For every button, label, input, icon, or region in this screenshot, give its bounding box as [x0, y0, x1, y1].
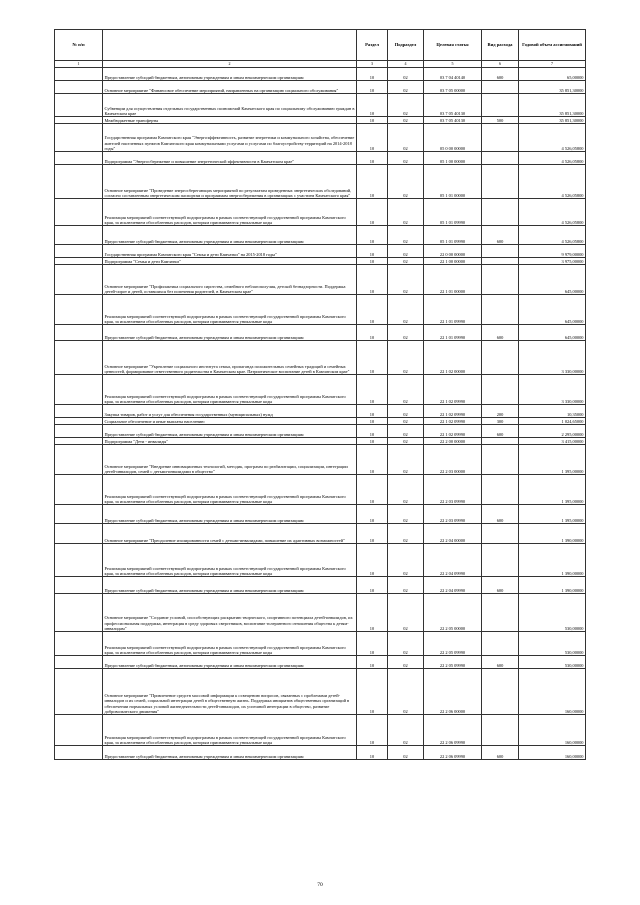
row-expense-type-cell: 600 — [482, 656, 519, 669]
row-expense-type-cell: 200 — [482, 405, 519, 418]
row-num-cell — [55, 656, 103, 669]
row-target-article-cell: 05 1 00 00000 — [424, 152, 482, 165]
row-amount-cell: 530,00000 — [519, 632, 586, 656]
row-razdel-cell: 10 — [357, 325, 388, 341]
row-num-cell — [55, 152, 103, 165]
row-razdel-cell: 10 — [357, 544, 388, 577]
row-podrazdel-cell: 02 — [388, 258, 424, 265]
row-name-cell: Предоставление субсидий бюджетным, автономным учреждениям и иным некоммерческим организациям — [103, 656, 357, 669]
row-amount-cell: 4 526,05800 — [519, 152, 586, 165]
row-expense-type-cell — [482, 669, 519, 715]
row-target-article-cell: 22 1 02 09990 — [424, 418, 482, 425]
row-num-cell — [55, 438, 103, 445]
table-row — [55, 577, 586, 594]
row-name-cell: Реализация мероприятий соответствующей подпрограммы в рамках соответствующей государственной программы Камчатского края, за исключением обособленных расходов, которым присваиваются уникальные коды — [103, 375, 357, 405]
table-row — [55, 325, 586, 341]
row-amount-cell: 160,00000 — [519, 669, 586, 715]
row-amount-cell: 1 390,00000 — [519, 544, 586, 577]
row-podrazdel-cell: 02 — [388, 669, 424, 715]
row-target-article-cell: 22 0 00 00000 — [424, 245, 482, 258]
budget-allocation-table — [54, 29, 586, 760]
row-podrazdel-cell: 02 — [388, 524, 424, 544]
row-razdel-cell: 10 — [357, 375, 388, 405]
row-target-article-cell: 22 2 04 00000 — [424, 524, 482, 544]
row-podrazdel-cell: 02 — [388, 295, 424, 325]
row-razdel-cell: 10 — [357, 152, 388, 165]
row-num-cell — [55, 715, 103, 746]
row-podrazdel-cell: 02 — [388, 341, 424, 375]
row-target-article-cell: 22 2 05 09990 — [424, 632, 482, 656]
table-row — [55, 715, 586, 746]
row-expense-type-cell — [482, 544, 519, 577]
table-row — [55, 226, 586, 245]
row-name-cell: Основное мероприятие "Финансовое обеспечение мероприятий, направленных на организацию социального обслуживания" — [103, 81, 357, 94]
row-expense-type-cell — [482, 245, 519, 258]
row-podrazdel-cell: 02 — [388, 165, 424, 199]
row-name-cell: Основное мероприятие "Укрепление социального института семьи, пропаганда положительных семейных традиций и семейных ценностей, формирование ответственного родительства в Камчатском крае. Патриотическое воспитание детей в Камчатском крае" — [103, 341, 357, 375]
row-expense-type-cell — [482, 81, 519, 94]
row-target-article-cell: 22 1 00 00000 — [424, 258, 482, 265]
table-row — [55, 341, 586, 375]
row-amount-cell: 645,00000 — [519, 295, 586, 325]
header-podrazdel: Подраздел — [388, 30, 424, 61]
row-amount-cell: 65,00000 — [519, 68, 586, 81]
table-row — [55, 405, 586, 418]
row-razdel-cell: 10 — [357, 524, 388, 544]
row-razdel-cell: 10 — [357, 475, 388, 505]
row-name-cell: Предоставление субсидий бюджетным, автономным учреждениям и иным некоммерческим организациям — [103, 425, 357, 438]
table-row — [55, 445, 586, 475]
row-num-cell — [55, 405, 103, 418]
row-num-cell — [55, 81, 103, 94]
row-target-article-cell: 05 1 01 09990 — [424, 199, 482, 226]
row-amount-cell: 4 526,05800 — [519, 199, 586, 226]
row-podrazdel-cell: 02 — [388, 505, 424, 524]
table-row — [55, 746, 586, 760]
row-podrazdel-cell: 02 — [388, 445, 424, 475]
table-row — [55, 199, 586, 226]
row-target-article-cell: 22 2 04 09990 — [424, 577, 482, 594]
row-amount-cell: 160,00000 — [519, 715, 586, 746]
row-target-article-cell: 22 1 02 09990 — [424, 375, 482, 405]
row-razdel-cell: 10 — [357, 594, 388, 632]
table-row — [55, 124, 586, 152]
row-target-article-cell: 22 2 00 00000 — [424, 438, 482, 445]
table-row — [55, 165, 586, 199]
row-num-cell — [55, 524, 103, 544]
table-body — [55, 68, 586, 760]
row-razdel-cell: 10 — [357, 81, 388, 94]
row-expense-type-cell: 600 — [482, 505, 519, 524]
column-number: 2 — [103, 61, 357, 68]
header-annual-amount: Годовой объем ассигнований — [519, 30, 586, 61]
row-target-article-cell: 22 1 02 00000 — [424, 341, 482, 375]
row-razdel-cell: 10 — [357, 199, 388, 226]
row-razdel-cell: 10 — [357, 295, 388, 325]
row-expense-type-cell — [482, 199, 519, 226]
row-num-cell — [55, 445, 103, 475]
row-amount-cell: 645,00000 — [519, 265, 586, 295]
row-expense-type-cell: 600 — [482, 325, 519, 341]
header-target-article: Целевая статья — [424, 30, 482, 61]
table-row — [55, 425, 586, 438]
table-row — [55, 438, 586, 445]
row-name-cell: Предоставление субсидий бюджетным, автономным учреждениям и иным некоммерческим организациям — [103, 505, 357, 524]
row-expense-type-cell — [482, 375, 519, 405]
row-amount-cell: 35 851,30000 — [519, 81, 586, 94]
row-podrazdel-cell: 02 — [388, 325, 424, 341]
row-podrazdel-cell: 02 — [388, 425, 424, 438]
row-amount-cell: 1 395,00000 — [519, 475, 586, 505]
row-name-cell: Закупка товаров, работ и услуг для обеспечения государственных (муниципальных) нужд — [103, 405, 357, 418]
row-num-cell — [55, 245, 103, 258]
row-razdel-cell: 10 — [357, 265, 388, 295]
row-amount-cell: 530,00000 — [519, 594, 586, 632]
table-row — [55, 117, 586, 124]
row-target-article-cell: 03 7 05 40130 — [424, 94, 482, 117]
row-name-cell: Предоставление субсидий бюджетным, автономным учреждениям и иным некоммерческим организациям — [103, 577, 357, 594]
row-num-cell — [55, 475, 103, 505]
row-amount-cell: 1 390,00000 — [519, 577, 586, 594]
row-num-cell — [55, 295, 103, 325]
row-num-cell — [55, 68, 103, 81]
row-target-article-cell: 05 0 00 00000 — [424, 124, 482, 152]
row-target-article-cell: 22 2 05 09990 — [424, 656, 482, 669]
row-podrazdel-cell: 02 — [388, 475, 424, 505]
row-target-article-cell: 03 7 05 00000 — [424, 81, 482, 94]
row-amount-cell: 4 526,05800 — [519, 165, 586, 199]
row-razdel-cell: 10 — [357, 405, 388, 418]
row-podrazdel-cell: 02 — [388, 632, 424, 656]
row-target-article-cell: 22 2 03 09990 — [424, 475, 482, 505]
row-expense-type-cell — [482, 152, 519, 165]
row-name-cell: Предоставление субсидий бюджетным, автономным учреждениям и иным некоммерческим организациям — [103, 226, 357, 245]
row-target-article-cell: 22 1 01 09990 — [424, 325, 482, 341]
row-name-cell: Основное мероприятие "Преодоление изолированности семей с детьми-инвалидами, повышение их адаптивных возможностей" — [103, 524, 357, 544]
row-target-article-cell: 22 1 02 09990 — [424, 405, 482, 418]
row-expense-type-cell — [482, 445, 519, 475]
table-row — [55, 68, 586, 81]
row-expense-type-cell — [482, 124, 519, 152]
row-num-cell — [55, 746, 103, 760]
column-number: 5 — [424, 61, 482, 68]
row-expense-type-cell — [482, 258, 519, 265]
row-target-article-cell: 22 1 01 09990 — [424, 295, 482, 325]
row-amount-cell: 4 526,05800 — [519, 226, 586, 245]
row-name-cell: Подпрограмма "Энергосбережение и повышение энергетической эффективности в Камчатском крае" — [103, 152, 357, 165]
row-razdel-cell: 10 — [357, 505, 388, 524]
row-razdel-cell: 10 — [357, 117, 388, 124]
row-target-article-cell: 03 7 04 40140 — [424, 68, 482, 81]
row-name-cell: Государственная программа Камчатского края "Энергоэффективность, развитие энергетики и коммунального хозяйства, обеспечение жителей населенных пунктов Камчатского края коммунальными услугами и услугами по благоустройству территорий на 2014-2018 годы" — [103, 124, 357, 152]
row-podrazdel-cell: 02 — [388, 117, 424, 124]
row-razdel-cell: 10 — [357, 425, 388, 438]
row-expense-type-cell: 300 — [482, 418, 519, 425]
row-expense-type-cell: 500 — [482, 117, 519, 124]
row-amount-cell: 35 851,30000 — [519, 94, 586, 117]
row-razdel-cell: 10 — [357, 669, 388, 715]
table-row — [55, 81, 586, 94]
row-podrazdel-cell: 02 — [388, 544, 424, 577]
table-row — [55, 245, 586, 258]
row-name-cell: Предоставление субсидий бюджетным, автономным учреждениям и иным некоммерческим организациям — [103, 68, 357, 81]
row-razdel-cell: 10 — [357, 577, 388, 594]
row-podrazdel-cell: 02 — [388, 594, 424, 632]
row-amount-cell: 3 330,00000 — [519, 375, 586, 405]
row-target-article-cell: 22 2 06 09990 — [424, 715, 482, 746]
row-razdel-cell: 10 — [357, 68, 388, 81]
row-expense-type-cell — [482, 295, 519, 325]
column-number: 7 — [519, 61, 586, 68]
row-amount-cell: 9 979,00000 — [519, 245, 586, 258]
row-num-cell — [55, 199, 103, 226]
row-name-cell: Основное мероприятие "Профилактика социального сиротства, семейного неблагополучия, детской безнадзорности. Поддержка детей-сирот и детей, оставшихся без попечения родителей, в Камчатском крае" — [103, 265, 357, 295]
row-target-article-cell: 22 2 05 00000 — [424, 594, 482, 632]
row-num-cell — [55, 94, 103, 117]
row-target-article-cell: 05 1 01 00000 — [424, 165, 482, 199]
row-num-cell — [55, 425, 103, 438]
table-row — [55, 152, 586, 165]
row-target-article-cell: 22 1 01 00000 — [424, 265, 482, 295]
row-podrazdel-cell: 02 — [388, 245, 424, 258]
row-razdel-cell: 10 — [357, 94, 388, 117]
page-number: 70 — [317, 882, 323, 888]
row-name-cell: Социальное обеспечение и иные выплаты населению — [103, 418, 357, 425]
column-number-row — [55, 61, 586, 68]
table-header-row — [55, 30, 586, 61]
row-num-cell — [55, 341, 103, 375]
row-amount-cell: 10,35000 — [519, 405, 586, 418]
row-razdel-cell: 10 — [357, 445, 388, 475]
row-name-cell: Предоставление субсидий бюджетным, автономным учреждениям и иным некоммерческим организациям — [103, 325, 357, 341]
row-razdel-cell: 10 — [357, 165, 388, 199]
row-target-article-cell: 05 1 01 09990 — [424, 226, 482, 245]
row-podrazdel-cell: 02 — [388, 577, 424, 594]
table-row — [55, 632, 586, 656]
row-podrazdel-cell: 02 — [388, 746, 424, 760]
row-podrazdel-cell: 02 — [388, 124, 424, 152]
row-name-cell: Реализация мероприятий соответствующей подпрограммы в рамках соответствующей государственной программы Камчатского края, за исключением обособленных расходов, которым присваиваются уникальные коды — [103, 199, 357, 226]
row-name-cell: Реализация мероприятий соответствующей подпрограммы в рамках соответствующей государственной программы Камчатского края, за исключением обособленных расходов, которым присваиваются уникальные коды — [103, 544, 357, 577]
row-name-cell: Реализация мероприятий соответствующей подпрограммы в рамках соответствующей государственной программы Камчатского края, за исключением обособленных расходов, которым присваиваются уникальные коды — [103, 475, 357, 505]
row-name-cell: Субвенции для осуществления отдельных государственных полномочий Камчатского края по социальному обслуживанию граждан в Камчатском крае — [103, 94, 357, 117]
table-row — [55, 265, 586, 295]
row-expense-type-cell: 600 — [482, 226, 519, 245]
row-name-cell: Основное мероприятие "Внедрение инновационных технологий, методик, программ по реабилитации, социализации, интеграции детей-инвалидов, семей с детьми-инвалидами в общество" — [103, 445, 357, 475]
table-row — [55, 475, 586, 505]
row-expense-type-cell — [482, 524, 519, 544]
row-amount-cell: 3 415,00000 — [519, 438, 586, 445]
row-num-cell — [55, 117, 103, 124]
row-target-article-cell: 22 2 03 00000 — [424, 445, 482, 475]
row-expense-type-cell — [482, 341, 519, 375]
row-num-cell — [55, 577, 103, 594]
row-expense-type-cell — [482, 715, 519, 746]
row-target-article-cell: 22 2 06 00000 — [424, 669, 482, 715]
row-amount-cell: 3 330,00000 — [519, 341, 586, 375]
row-amount-cell: 35 851,30000 — [519, 117, 586, 124]
row-amount-cell: 160,00000 — [519, 746, 586, 760]
row-amount-cell: 1 395,00000 — [519, 505, 586, 524]
row-num-cell — [55, 418, 103, 425]
row-name-cell: Межбюджетные трансферты — [103, 117, 357, 124]
row-target-article-cell: 22 2 04 09990 — [424, 544, 482, 577]
row-podrazdel-cell: 02 — [388, 152, 424, 165]
row-razdel-cell: 10 — [357, 746, 388, 760]
row-num-cell — [55, 124, 103, 152]
table-row — [55, 295, 586, 325]
row-expense-type-cell: 600 — [482, 425, 519, 438]
row-expense-type-cell — [482, 165, 519, 199]
row-amount-cell: 3 975,00000 — [519, 258, 586, 265]
row-name-cell: Государственная программа Камчатского края "Семья и дети Камчатки" на 2015-2018 годы" — [103, 245, 357, 258]
row-num-cell — [55, 265, 103, 295]
row-razdel-cell: 10 — [357, 438, 388, 445]
row-amount-cell: 530,00000 — [519, 656, 586, 669]
row-num-cell — [55, 632, 103, 656]
row-expense-type-cell: 600 — [482, 746, 519, 760]
row-expense-type-cell — [482, 438, 519, 445]
row-podrazdel-cell: 02 — [388, 438, 424, 445]
row-num-cell — [55, 544, 103, 577]
row-expense-type-cell — [482, 475, 519, 505]
row-expense-type-cell: 600 — [482, 68, 519, 81]
row-podrazdel-cell: 02 — [388, 375, 424, 405]
table-row — [55, 669, 586, 715]
row-expense-type-cell: 600 — [482, 577, 519, 594]
row-num-cell — [55, 669, 103, 715]
row-target-article-cell: 22 1 02 09990 — [424, 425, 482, 438]
row-expense-type-cell — [482, 632, 519, 656]
row-razdel-cell: 10 — [357, 124, 388, 152]
row-expense-type-cell — [482, 94, 519, 117]
row-name-cell: Основное мероприятие "Проведение энергосберегающих мероприятий по результатам проведенных энергетических обследований, согласно составленным энергетическим паспортам и программам энергосбережения в организациях с участием Камчатского края" — [103, 165, 357, 199]
row-podrazdel-cell: 02 — [388, 199, 424, 226]
row-amount-cell: 1 395,00000 — [519, 445, 586, 475]
row-podrazdel-cell: 02 — [388, 68, 424, 81]
row-target-article-cell: 03 7 05 40130 — [424, 117, 482, 124]
row-num-cell — [55, 165, 103, 199]
row-expense-type-cell — [482, 594, 519, 632]
row-razdel-cell: 10 — [357, 715, 388, 746]
row-name-cell: Подпрограмма "Семья и дети Камчатки" — [103, 258, 357, 265]
column-number: 6 — [482, 61, 519, 68]
row-num-cell — [55, 505, 103, 524]
row-podrazdel-cell: 02 — [388, 81, 424, 94]
row-razdel-cell: 10 — [357, 245, 388, 258]
row-razdel-cell: 10 — [357, 258, 388, 265]
table-row — [55, 544, 586, 577]
row-name-cell: Основное мероприятие "Создание условий, способствующих раскрытию творческого, спортивного потенциала детей-инвалидов, их профессиональная поддержка, интеграция в среду здоровых сверстников, воспитание толерантного отношения общества к детям-инвалидам" — [103, 594, 357, 632]
table-row — [55, 94, 586, 117]
row-amount-cell: 2 295,00000 — [519, 425, 586, 438]
row-razdel-cell: 10 — [357, 226, 388, 245]
row-expense-type-cell — [482, 265, 519, 295]
row-name-cell: Реализация мероприятий соответствующей подпрограммы в рамках соответствующей государственной программы Камчатского края, за исключением обособленных расходов, которым присваиваются уникальные коды — [103, 295, 357, 325]
row-razdel-cell: 10 — [357, 341, 388, 375]
row-num-cell — [55, 375, 103, 405]
row-target-article-cell: 22 2 06 09990 — [424, 746, 482, 760]
row-amount-cell: 1 390,00000 — [519, 524, 586, 544]
row-razdel-cell: 10 — [357, 418, 388, 425]
row-amount-cell: 1 024,65000 — [519, 418, 586, 425]
table-row — [55, 418, 586, 425]
row-name-cell: Предоставление субсидий бюджетным, автономным учреждениям и иным некоммерческим организациям — [103, 746, 357, 760]
row-num-cell — [55, 226, 103, 245]
row-podrazdel-cell: 02 — [388, 405, 424, 418]
column-number: 3 — [357, 61, 388, 68]
row-podrazdel-cell: 02 — [388, 226, 424, 245]
row-name-cell: Реализация мероприятий соответствующей подпрограммы в рамках соответствующей государственной программы Камчатского края, за исключением обособленных расходов, которым присваиваются уникальные коды — [103, 715, 357, 746]
header-name — [103, 30, 357, 61]
row-name-cell: Реализация мероприятий соответствующей подпрограммы в рамках соответствующей государственной программы Камчатского края, за исключением обособленных расходов, которым присваиваются уникальные коды — [103, 632, 357, 656]
table-row — [55, 594, 586, 632]
column-number: 4 — [388, 61, 424, 68]
header-num: № п/п — [55, 30, 103, 61]
row-podrazdel-cell: 02 — [388, 418, 424, 425]
table-row — [55, 524, 586, 544]
row-podrazdel-cell: 02 — [388, 715, 424, 746]
row-num-cell — [55, 594, 103, 632]
row-amount-cell: 645,00000 — [519, 325, 586, 341]
table-row — [55, 656, 586, 669]
row-name-cell: Основное мероприятие "Привлечение средств массовой информации к освещению вопросов, связанных с проблемами детей-инвалидов и их семей, социальной интеграции детей в общественную жизнь. Поддержка инициатив общественных организаций в обеспечении нормальных условий жизнедеятельности детей-инвалидов, их успешной интеграции в общество, развитие добровольческого движения" — [103, 669, 357, 715]
header-expense-type: Вид расхода — [482, 30, 519, 61]
row-num-cell — [55, 325, 103, 341]
row-podrazdel-cell: 02 — [388, 94, 424, 117]
table-row — [55, 258, 586, 265]
header-razdel: Раздел — [357, 30, 388, 61]
row-amount-cell: 4 526,05800 — [519, 124, 586, 152]
row-target-article-cell: 22 2 03 09990 — [424, 505, 482, 524]
table-row — [55, 505, 586, 524]
table-row — [55, 375, 586, 405]
row-podrazdel-cell: 02 — [388, 265, 424, 295]
column-number: 1 — [55, 61, 103, 68]
row-name-cell: Подпрограмма "Дети - инвалиды" — [103, 438, 357, 445]
row-razdel-cell: 10 — [357, 632, 388, 656]
row-razdel-cell: 10 — [357, 656, 388, 669]
row-podrazdel-cell: 02 — [388, 656, 424, 669]
row-num-cell — [55, 258, 103, 265]
